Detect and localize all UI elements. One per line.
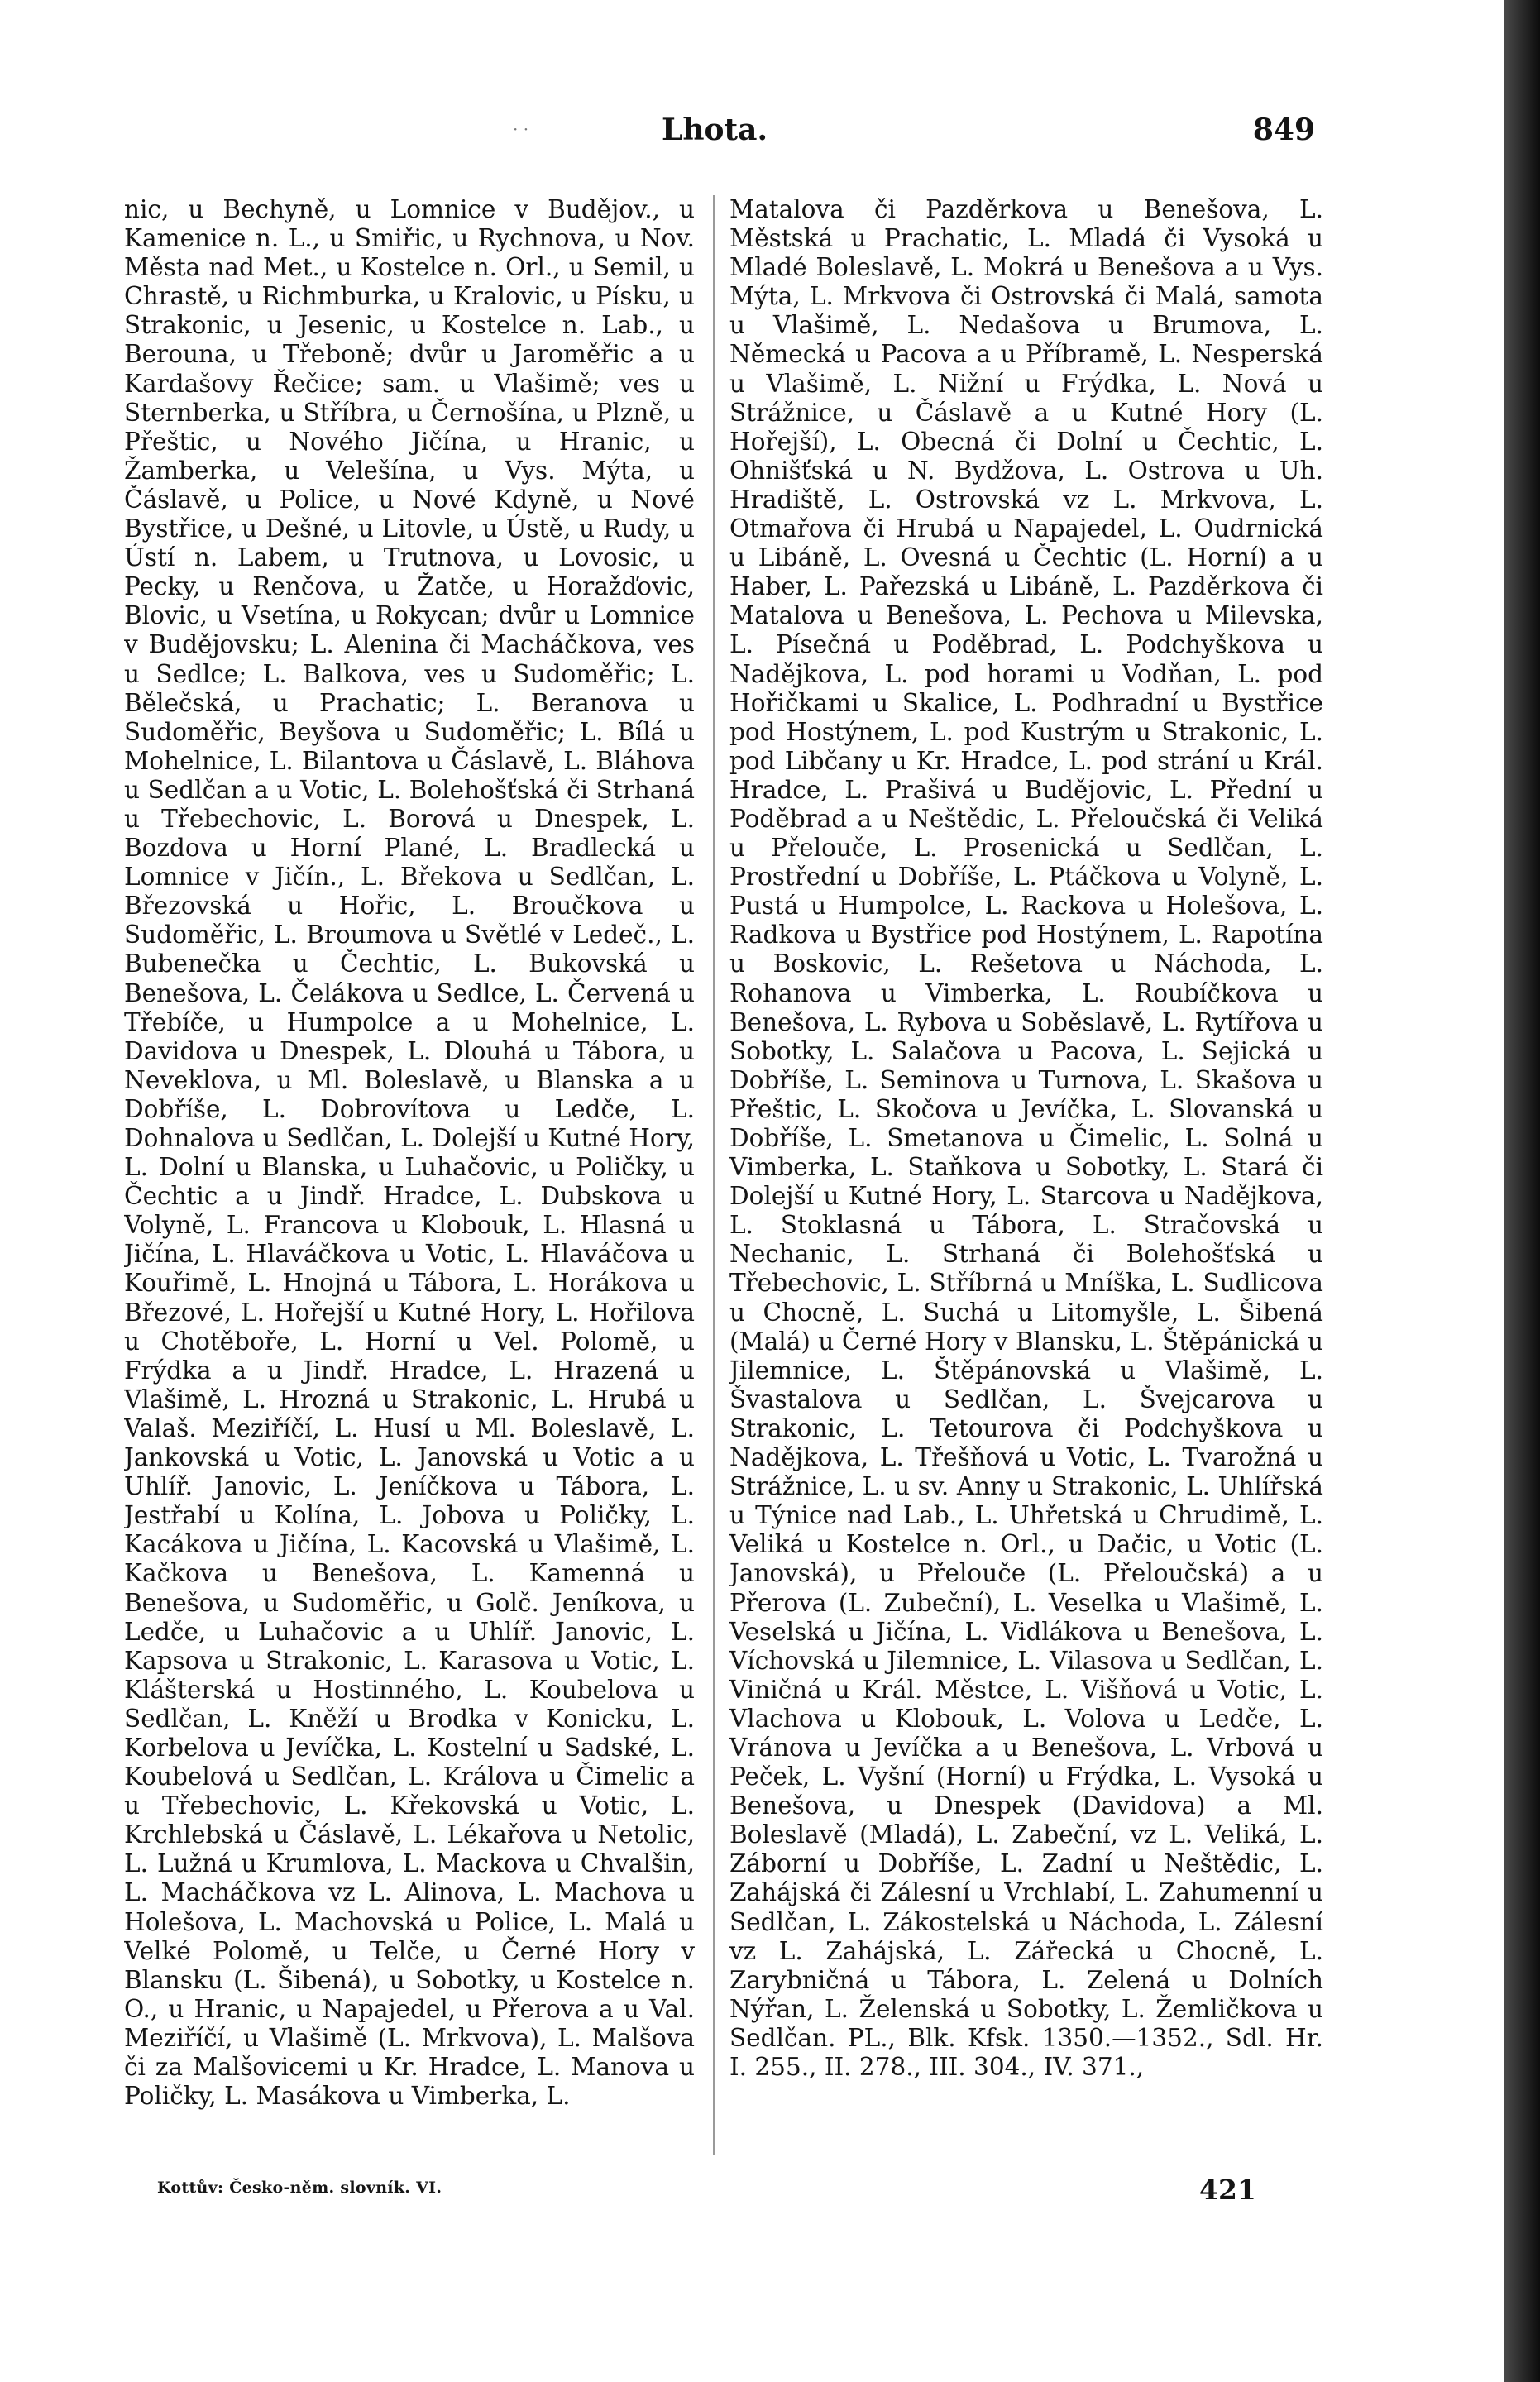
sheet-number: 421 [1199,2174,1256,2206]
signature-line: Kottův: Česko-něm. slovník. VI. [157,2179,442,2197]
page-edge-shadow [1504,0,1540,2382]
running-header [124,112,1315,154]
page-footer [124,2174,1315,2207]
left-column-text: nic, u Bechyně, u Lomnice v Budějov., u Kamenice n. L., u Smiřic, u Rychnova, u Nov. Města nad Met., u Kostelce n. Orl., u Semil, u Chrastě, u Richmburka, u Kralovic, u Písku, u Strakonic, u Jesenic, u Kostelce n. Lab., u Berouna, u Třeboně; dvůr u Jaroměřic a u Kardašovy Řečice; sam. u Vlašimě; ves u Sternberka, u Stříbra, u Černošína, u Plzně, u Přeštic, u Nového Jičína, u Hranic, u Žamberka, u Velešína, u Vys. Mýta, u Čáslavě, u Police, u Nové Kdyně, u Nové Bystřice, u Dešné, u Litovle, u Ústě, u Rudy, u Ústí n. Labem, u Trutnova, u Lovosic, u Pecky, u Renčova, u Žatče, u Horažďovic, Blovic, u Vsetína, u Rokycan; dvůr u Lomnice v Budějovsku; L. Alenina či Macháčkova, ves u Sedlce; L. Balkova, ves u Sudoměřic; L. Bělečská, u Prachatic; L. Beranova u Sudoměřic, Beyšova u Sudoměřic; L. Bílá u Mohelnice, L. Bilantova u Čáslavě, L. Bláhova u Sedlčan a u Votic, L. Bolehošťská či Strhaná u Třebechovic, L. Borová u Dnespek, L. Bozdova u Horní Plané, L. Bradlecká u Lomnice v Jičín., L. Břekova u Sedlčan, L. Březovská u Hořic, L. Broučkova u Sudoměřic, L. Broumova u Světlé v Ledeč., L. Bubenečka u Čechtic, L. Bukovská u Benešova, L. Čelákova u Sedlce, L. Červená u Třebíče, u Humpolce a u Mohelnice, L. Davidova u Dnespek, L. Dlouhá u Tábora, u Neveklova, u Ml. Boleslavě, u Blanska a u Dobříše, L. Dobrovítova u Ledče, L. Dohnalova u Sedlčan, L. Dolejší u Kutné Hory, L. Dolní u Blanska, u Luhačovic, u Poličky, u Čechtic a u Jindř. Hradce, L. Dubskova u Volyně, L. Francova u Klobouk, L. Hlasná u Jičína, L. Hlaváčkova u Votic, L. Hlaváčova u Kouřimě, L. Hnojná u Tábora, L. Horákova u Březové, L. Hořejší u Kutné Hory, L. Hořilova u Chotěboře, L. Horní u Vel. Polomě, u Frýdka a u Jindř. Hradce, L. Hrazená u Vlašimě, L. Hrozná u Strakonic, L. Hrubá u Valaš. Meziříčí, L. Husí u Ml. Boleslavě, L. Jankovská u Votic, L. Janovská u Votic a u Uhlíř. Janovic, L. Jeníčkova u Tábora, L. Jestřabí u Kolína, L. Jobova u Poličky, L. Kacákova u Jičína, L. Kacovská u Vlašimě, L. Kačkova u Benešova, L. Kamenná u Benešova, u Sudoměřic, u Golč. Jeníkova, u Ledče, u Luhačovic a u Uhlíř. Janovic, L. Kapsova u Strakonic, L. Karasova u Votic, L. Klášterská u Hostinného, L. Koubelova u Sedlčan, L. Kněží u Brodka v Konicku, L. Korbelova u Jevíčka, L. Kostelní u Sadské, L. Koubelová u Sedlčan, L. Králova u Čimelic a u Třebechovic, L. Křekovská u Votic, L. Krchlebská u Čáslavě, L. Lékařova u Netolic, L. Lužná u Krumlova, L. Mackova u Chvalšin, L. Macháčkova vz L. Alinova, L. Machova u Holešova, L. Machovská u Police, L. Malá u Velké Polomě, u Telče, u Černé Hory v Blansku (L. Šibená), u Sobotky, u Kostelce n. O., u Hranic, u Napajedel, u Přerova a u Val. Meziříčí, u Vlašimě (L. Mrkvova), L. Malšova či za Malšovicemi u Kr. Hradce, L. Manova u Poličky, L. Masákova u Vimberka, L. [124,195,695,2111]
page-number: 849 [1252,112,1315,147]
running-title: Lhota. [662,112,768,147]
right-column [729,195,1323,2155]
left-column [124,195,695,2155]
column-divider [713,195,715,2155]
right-column-text: Matalova či Pazděrkova u Benešova, L. Městská u Prachatic, L. Mladá či Vysoká u Mladé Boleslavě, L. Mokrá u Benešova a u Vys. Mýta, L. Mrkvova či Ostrovská či Malá, samota u Vlašimě, L. Nedašova u Brumova, L. Německá u Pacova a u Příbramě, L. Nesperská u Vlašimě, L. Nižní u Frýdka, L. Nová u Strážnice, u Čáslavě a u Kutné Hory (L. Hořejší), L. Obecná či Dolní u Čechtic, L. Ohnišťská u N. Bydžova, L. Ostrova u Uh. Hradiště, L. Ostrovská vz L. Mrkvova, L. Otmařova či Hrubá u Napajedel, L. Oudrnická u Libáně, L. Ovesná u Čechtic (L. Horní) a u Haber, L. Pařezská u Libáně, L. Pazděrkova či Matalova u Benešova, L. Pechova u Milevska, L. Písečná u Poděbrad, L. Podchyškova u Nadějkova, L. pod horami u Vodňan, L. pod Hořičkami u Skalice, L. Podhradní u Bystřice pod Hostýnem, L. pod Kustrým u Strakonic, L. pod Libčany u Kr. Hradce, L. pod strání u Král. Hradce, L. Prašivá u Budějovic, L. Přední u Poděbrad a u Neštědic, L. Přeloučská či Veliká u Přelouče, L. Prosenická u Sedlčan, L. Prostřední u Dobříše, L. Ptáčkova u Volyně, L. Pustá u Humpolce, L. Rackova u Holešova, L. Radkova u Bystřice pod Hostýnem, L. Rapotína u Boskovic, L. Rešetova u Náchoda, L. Rohanova u Vimberka, L. Roubíčkova u Benešova, L. Rybova u Soběslavě, L. Rytířova u Sobotky, L. Salačova u Pacova, L. Sejická u Dobříše, L. Seminova u Turnova, L. Skašova u Přeštic, L. Skočova u Jevíčka, L. Slovanská u Dobříše, L. Smetanova u Čimelic, L. Solná u Vimberka, L. Staňkova u Sobotky, L. Stará či Dolejší u Kutné Hory, L. Starcova u Nadějkova, L. Stoklasná u Tábora, L. Stračovská u Nechanic, L. Strhaná či Bolehošťská u Třebechovic, L. Stříbrná u Mníška, L. Sudlicova u Chocně, L. Suchá u Litomyšle, L. Šibená (Malá) u Černé Hory v Blansku, L. Štěpánická u Jilemnice, L. Štěpánovská u Vlašimě, L. Švastalova u Sedlčan, L. Švejcarova u Strakonic, L. Tetourova či Podchyškova u Nadějkova, L. Třešňová u Votic, L. Tvarožná u Strážnice, L. u sv. Anny u Strakonic, L. Uhlířská u Týnice nad Lab., L. Uhřetská u Chrudimě, L. Veliká u Kostelce n. Orl., u Dačic, u Votic (L. Janovská), u Přelouče (L. Přeloučská) a u Přerova (L. Zubeční), L. Veselka u Vlašimě, L. Veselská u Jičína, L. Vidlákova u Benešova, L. Víchovská u Jilemnice, L. Vilasova u Sedlčan, L. Viničná u Král. Městce, L. Višňová u Votic, L. Vlachova u Klobouk, L. Volova u Ledče, L. Vránova u Jevíčka a u Benešova, L. Vrbová u Peček, L. Vyšní (Horní) u Frýdka, L. Vysoká u Benešova, u Dnespek (Davidova) a Ml. Boleslavě (Mladá), L. Zabeční, vz L. Veliká, L. Záborní u Dobříše, L. Zadní u Neštědic, L. Zahájská či Zálesní u Vrchlabí, L. Zahumenní u Sedlčan, L. Zákostelská u Náchoda, L. Zálesní vz L. Zahájská, L. Zářecká u Chocně, L. Zarybničná u Tábora, L. Zelená u Dolních Nýřan, L. Želenská u Sobotky, L. Žemličkova u Sedlčan. PL., Blk. Kfsk. 1350.—1352., Sdl. Hr. I. 255., II. 278., III. 304., IV. 371., [729,195,1323,2081]
header-mark: · · [513,119,529,139]
